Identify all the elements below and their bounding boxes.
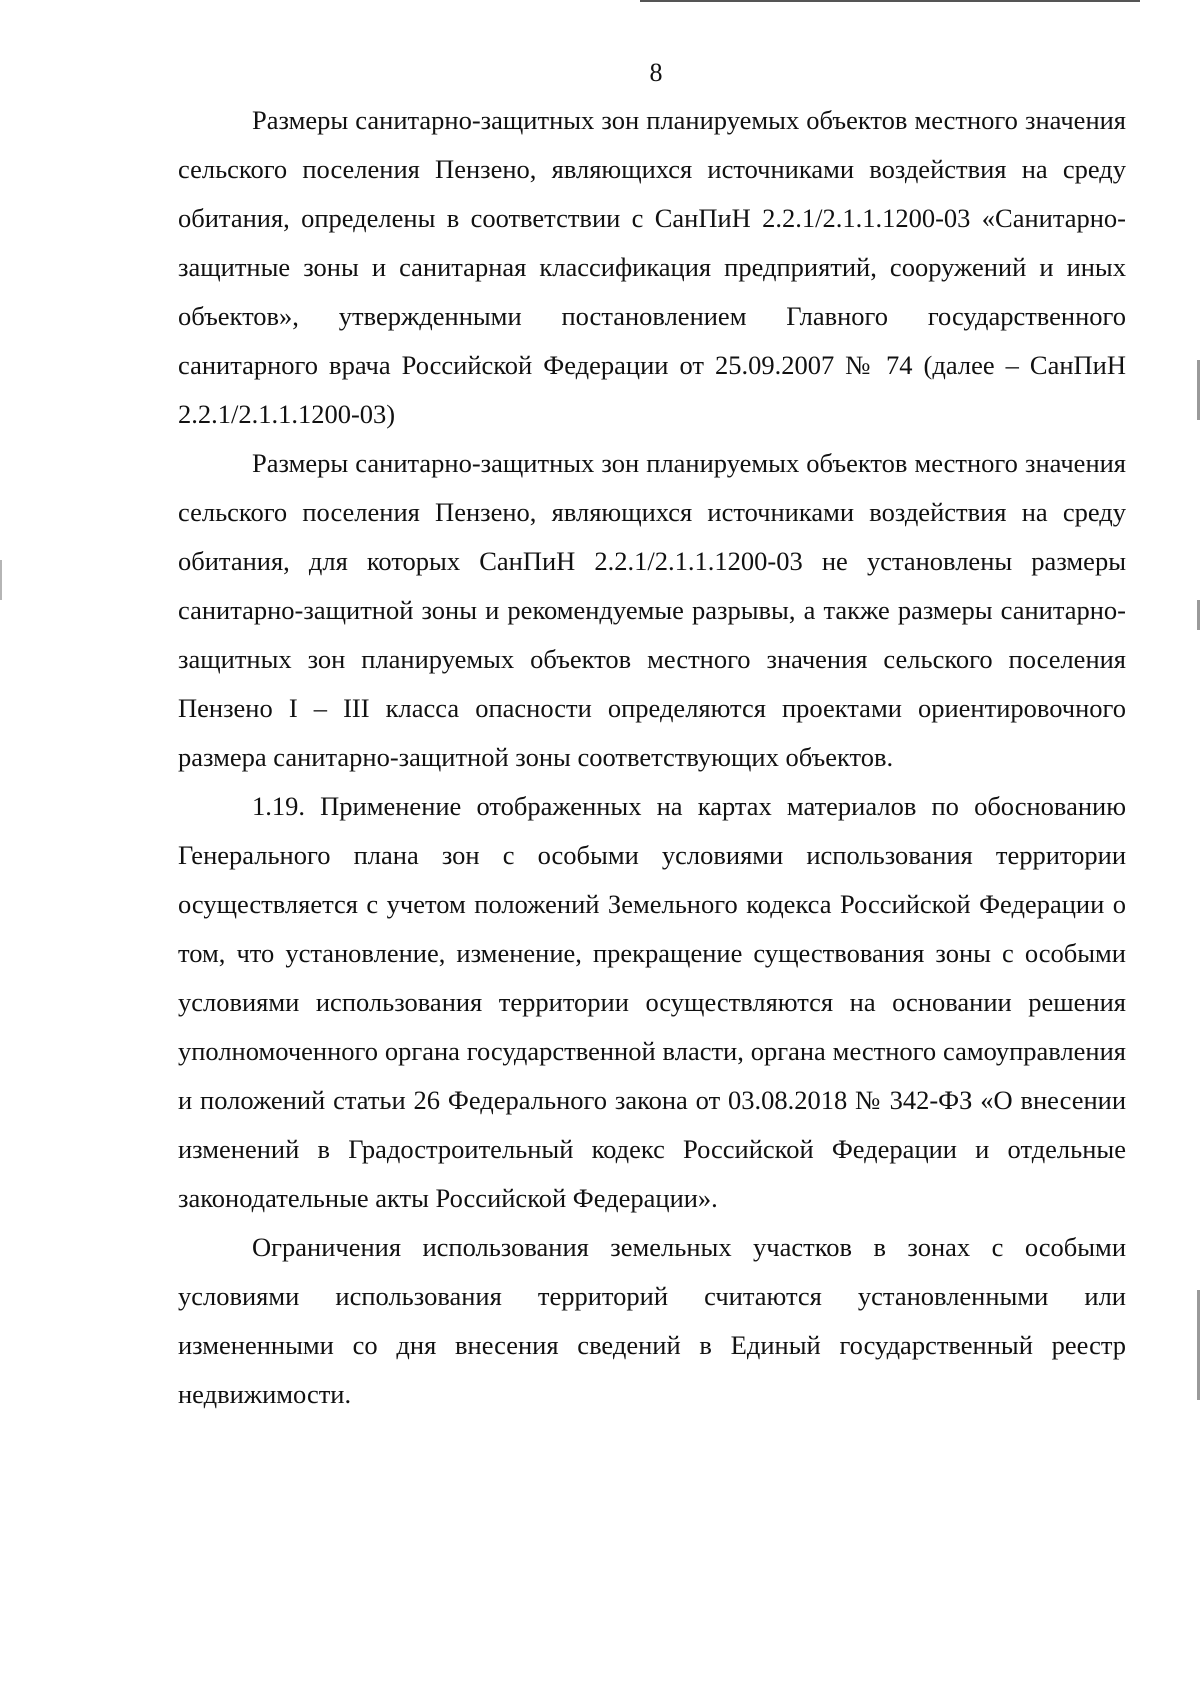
paragraph-clause-1-19: 1.19. Применение отображенных на картах материалов по обоснованию Генерального плана зон с особыми условиями использования территории осуществляется с учетом положений Земельного кодекса Российской Федерации о том, что установление, изменение, прекращение существования зоны с особыми условиями использования территории осуществляются на основании решения уполномоченного органа государственной власти, органа местного самоуправления и положений статьи 26 Федерального закона от 03.08.2018 № 342-ФЗ «О внесении изменений в Градостроительный кодекс Российской Федерации и отдельные законодательные акты Российской Федерации».	[178, 791, 1126, 1213]
document-body	[178, 96, 1126, 1419]
paragraph-sanitary-zones-sizes: Размеры санитарно-защитных зон планируемых объектов местного значения сельского поселения Пензено, являющихся источниками воздействия на среду обитания, определены в соответствии с СанПиН 2.2.1/2.1.1.1200-03 «Санитарно-защитные зоны и санитарная классификация предприятий, сооружений и иных объектов», утвержденными постановлением Главного государственного санитарного врача Российской Федерации от 25.09.2007 № 74 (далее – СанПиН 2.2.1/2.1.1.1200-03)	[178, 105, 1126, 429]
scan-artifact-left-edge	[0, 560, 2, 600]
paragraph-land-use-restrictions: Ограничения использования земельных участков в зонах с особыми условиями использования территорий считаются установленными или измененными со дня внесения сведений в Единый государственный реестр недвижимости.	[178, 1232, 1126, 1409]
paragraph-sanitary-zones-projects: Размеры санитарно-защитных зон планируемых объектов местного значения сельского поселения Пензено, являющихся источниками воздействия на среду обитания, для которых СанПиН 2.2.1/2.1.1.1200-03 не установлены размеры санитарно-защитной зоны и рекомендуемые разрывы, а также размеры санитарно-защитных зон планируемых объектов местного значения сельского поселения Пензено I – III класса опасности определяются проектами ориентировочного размера санитарно-защитной зоны соответствующих объектов.	[178, 448, 1126, 772]
scan-artifact-top-line	[640, 0, 1140, 2]
page-number: 8	[649, 58, 663, 87]
